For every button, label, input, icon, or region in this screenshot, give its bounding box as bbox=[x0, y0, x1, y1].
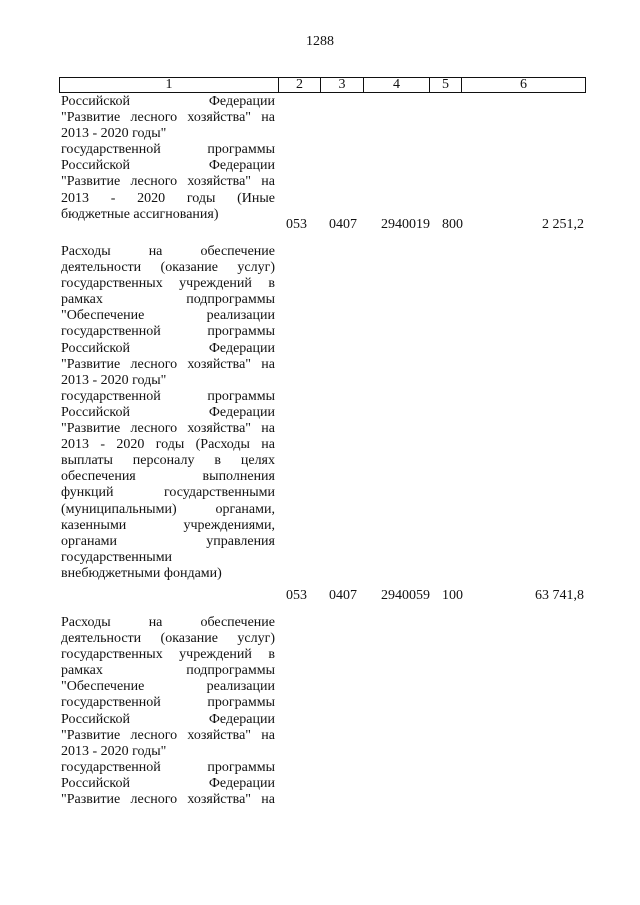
row-1-line: Российской Федерации bbox=[61, 158, 275, 174]
column-header-4: 4 bbox=[364, 78, 430, 93]
row-2-line: государственной программы bbox=[61, 388, 275, 404]
row-1-line: "Развитие лесного хозяйства" на bbox=[61, 174, 275, 190]
row-3-line: деятельности (оказание услуг) bbox=[61, 631, 275, 647]
row-3-line: государственной программы bbox=[61, 695, 275, 711]
row-1-line: Российской Федерации bbox=[61, 94, 275, 109]
column-header-6: 6 bbox=[462, 78, 586, 93]
row-1-line: государственной программы bbox=[61, 142, 275, 158]
row-2-line: рамках подпрограммы bbox=[61, 292, 275, 308]
row-2-line: казенными учреждениями, bbox=[61, 517, 275, 533]
row-2-line: органами управления bbox=[61, 533, 275, 549]
row-2-col-4: 2940059 bbox=[381, 588, 430, 603]
row-3-line: Расходы на обеспечение bbox=[61, 615, 275, 630]
row-3-description bbox=[61, 615, 275, 808]
row-1-line: "Развитие лесного хозяйства" на bbox=[61, 110, 275, 126]
row-2-col-5: 100 bbox=[442, 588, 463, 603]
row-2-line: 2013 - 2020 годы" bbox=[61, 372, 167, 388]
row-2-col-3: 0407 bbox=[329, 588, 357, 603]
row-3-line: государственной программы bbox=[61, 759, 275, 775]
row-1-col-4: 2940019 bbox=[381, 217, 430, 232]
row-2-line: государственными bbox=[61, 549, 173, 565]
column-header-2: 2 bbox=[279, 78, 321, 93]
row-3-line: Российской Федерации bbox=[61, 775, 275, 791]
column-header-5: 5 bbox=[430, 78, 462, 93]
row-2-line: Российской Федерации bbox=[61, 340, 275, 356]
row-1-line: бюджетные ассигнования) bbox=[61, 206, 219, 222]
row-2-line: (муниципальными) органами, bbox=[61, 501, 275, 517]
row-2-line: Расходы на обеспечение bbox=[61, 244, 275, 259]
row-1-col-2: 053 bbox=[286, 217, 307, 232]
row-2-line: "Обеспечение реализации bbox=[61, 308, 275, 324]
row-2-line: государственных учреждений в bbox=[61, 276, 275, 292]
row-3-line: Российской Федерации bbox=[61, 711, 275, 727]
row-1-col-6: 2 251,2 bbox=[542, 217, 584, 232]
row-2-col-2: 053 bbox=[286, 588, 307, 603]
table-header bbox=[59, 77, 586, 93]
row-1-description bbox=[61, 94, 275, 223]
row-2-line: внебюджетными фондами) bbox=[61, 565, 222, 581]
row-2-line: "Развитие лесного хозяйства" на bbox=[61, 421, 275, 437]
row-2-line: деятельности (оказание услуг) bbox=[61, 260, 275, 276]
header-row bbox=[60, 78, 586, 93]
row-3-line: 2013 - 2020 годы" bbox=[61, 743, 167, 759]
row-2-line: обеспечения выполнения bbox=[61, 469, 275, 485]
row-3-line: "Развитие лесного хозяйства" на bbox=[61, 792, 275, 808]
column-header-3: 3 bbox=[321, 78, 364, 93]
column-header-1: 1 bbox=[60, 78, 279, 93]
row-1-line: 2013 - 2020 годы (Иные bbox=[61, 190, 275, 206]
row-2-line: 2013 - 2020 годы (Расходы на bbox=[61, 437, 275, 453]
row-2-description bbox=[61, 244, 275, 582]
row-1-col-5: 800 bbox=[442, 217, 463, 232]
row-3-line: "Обеспечение реализации bbox=[61, 679, 275, 695]
row-2-line: государственной программы bbox=[61, 324, 275, 340]
page-number: 1288 bbox=[306, 34, 334, 49]
row-2-line: функций государственными bbox=[61, 485, 275, 501]
row-1-line: 2013 - 2020 годы" bbox=[61, 126, 167, 142]
row-2-line: Российской Федерации bbox=[61, 404, 275, 420]
row-3-line: "Развитие лесного хозяйства" на bbox=[61, 727, 275, 743]
row-3-line: рамках подпрограммы bbox=[61, 663, 275, 679]
row-1-col-3: 0407 bbox=[329, 217, 357, 232]
row-2-line: "Развитие лесного хозяйства" на bbox=[61, 356, 275, 372]
row-2-col-6: 63 741,8 bbox=[535, 588, 584, 603]
row-2-line: выплаты персоналу в целях bbox=[61, 453, 275, 469]
row-3-line: государственных учреждений в bbox=[61, 647, 275, 663]
